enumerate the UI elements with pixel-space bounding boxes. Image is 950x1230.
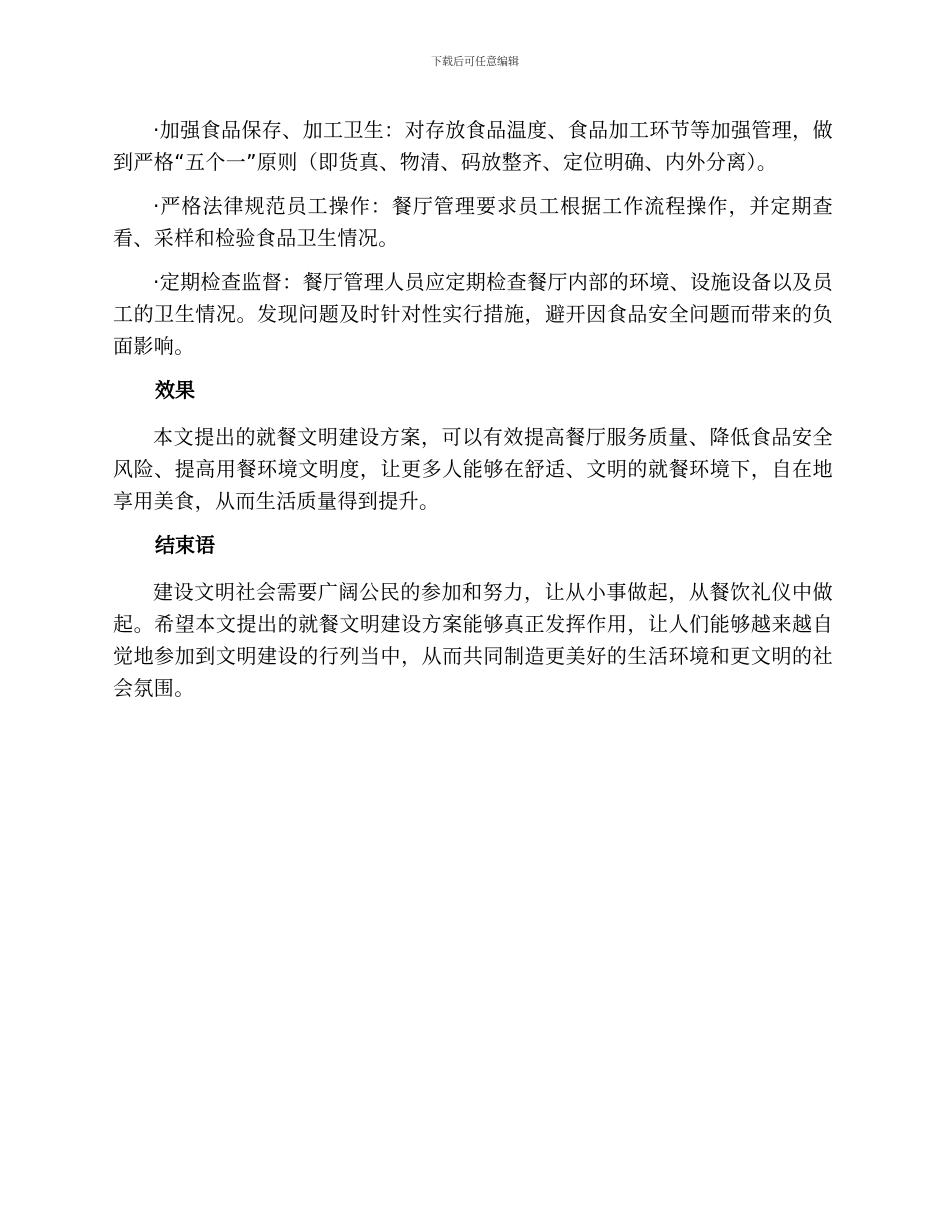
effect-heading: 效果	[155, 378, 195, 402]
bullet-regular-inspection: ·定期检查监督：餐厅管理人员应定期检查餐厅内部的环境、设施设备以及员工的卫生情况。发现问题及时针对性实行措施，避开因食品安全问题而带来的负面影响。	[113, 270, 833, 358]
effect-paragraph: 本文提出的就餐文明建设方案，可以有效提高餐厅服务质量、降低食品安全风险、提高用餐环境文明度，让更多人能够在舒适、文明的就餐环境下，自在地享用美食，从而生活质量得到提升。	[113, 425, 833, 513]
conclusion-paragraph: 建设文明社会需要广阔公民的参加和努力，让从小事做起，从餐饮礼仪中做起。希望本文提出的就餐文明建设方案能够真正发挥作用，让人们能够越来越自觉地参加到文明建设的行列当中，从而共同制造更美好的生活环境和更文明的社会氛围。	[113, 580, 833, 700]
page-header-note: 下载后可任意编辑	[431, 55, 519, 68]
bullet-staff-operation: ·严格法律规范员工操作：餐厅管理要求员工根据工作流程操作，并定期查看、采样和检验食品卫生情况。	[113, 194, 833, 250]
document-body	[113, 114, 833, 716]
bullet-food-storage: ·加强食品保存、加工卫生：对存放食品温度、食品加工环节等加强管理，做到严格“五个一”原则（即货真、物清、码放整齐、定位明确、内外分离）。	[113, 118, 833, 174]
conclusion-heading: 结束语	[155, 533, 215, 557]
